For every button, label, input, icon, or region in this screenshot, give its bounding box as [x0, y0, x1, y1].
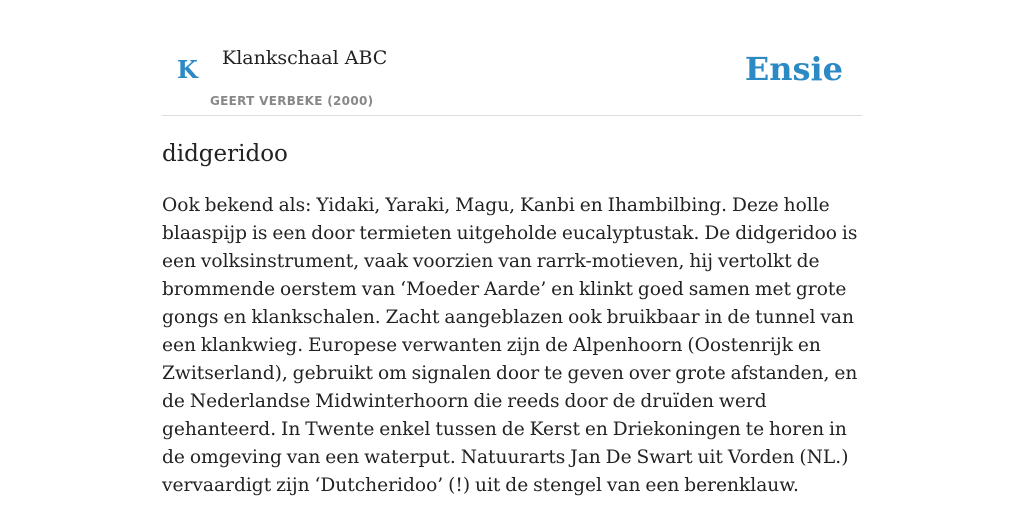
author-label: GEERT VERBEKE (2000): [210, 94, 374, 108]
page-title: didgeridoo: [162, 141, 288, 167]
book-title-link[interactable]: Klankschaal ABC: [222, 47, 388, 69]
page: [162, 0, 862, 496]
definition-text: Ook bekend als: Yidaki, Yaraki, Magu, Kanbi en Ihambilbing. Deze holle blaaspijp is een door termieten uitgeholde eucalyptustak. De didgeridoo is een volksinstrument, vaak voorzien van rarrk-motieven, hij vertolkt de brommende oerstem van ‘Moeder Aarde’ en klinkt goed samen met grote gongs en klankschalen. Zacht aangeblazen ook bruikbaar in de tunnel van een klankwieg. Europese verwanten zijn de Alpenhoorn (Oostenrijk en Zwitserland), gebruikt om signalen door te geven over grote afstanden, en de Nederlandse Midwinterhoorn die reeds door de druïden werd gehanteerd. In Twente enkel tussen de Kerst en Driekoningen te horen in de omgeving van een waterput. Natuurarts Jan De Swart uit Vorden (NL.) vervaardigt zijn ‘Dutcheridoo’ (!) uit de stengel van een berenklauw.: [162, 195, 858, 496]
ensie-logo-link[interactable]: Ensie: [744, 50, 843, 88]
book-logo[interactable]: K: [177, 55, 198, 84]
header: [162, 0, 862, 116]
